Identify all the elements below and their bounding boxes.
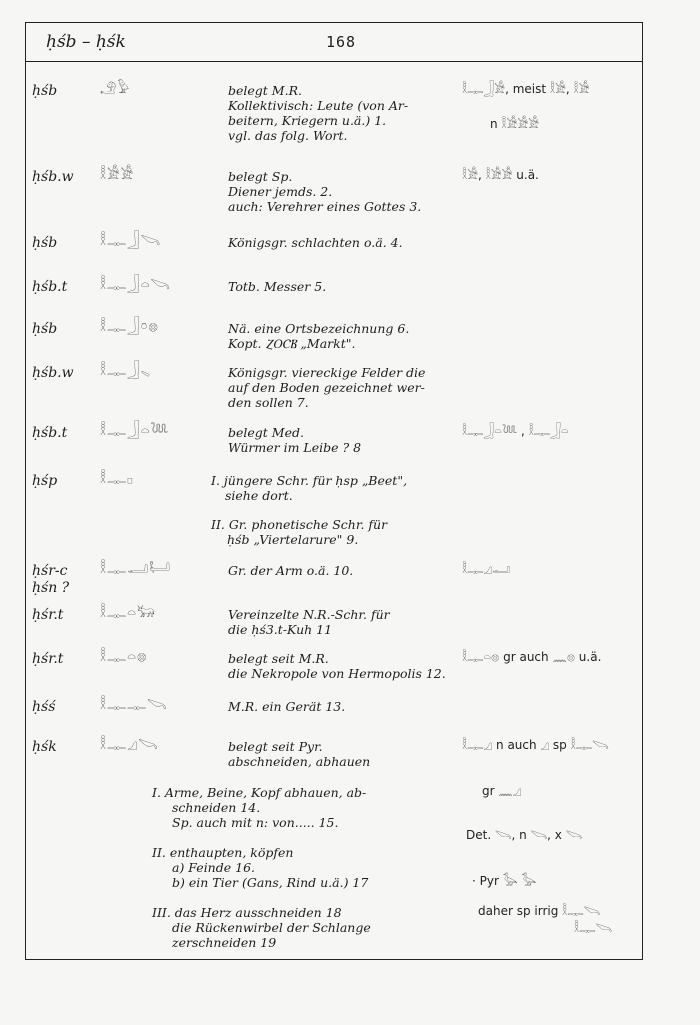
sub-sense — [152, 845, 368, 890]
definition-line: die ḥś3.t-Kuh 11 — [228, 622, 333, 637]
variant-writings — [462, 167, 642, 184]
definition-line: Würmer im Leibe ? 8 — [228, 440, 362, 455]
variant-writings — [462, 81, 642, 133]
hieroglyph-writing: 𓄂𓅱 — [100, 81, 131, 97]
definition-line: auf den Boden gezeichnet wer- — [228, 380, 425, 395]
sub-sense-line: Sp. auch mit n: von..... 15. — [172, 815, 339, 830]
definition — [228, 365, 463, 410]
variant-line: 𓎛𓊃𓃀𓀀, meist 𓎛𓀀, 𓎛𓀀 — [462, 82, 590, 96]
definition — [228, 83, 463, 143]
lemma: ḥśb.t — [32, 279, 68, 295]
definition-line: M.R. ein Gerät 13. — [228, 699, 346, 714]
sub-sense-line: zerschneiden 19 — [172, 935, 277, 950]
definition-line: Kopt. ⲌⲞⲤⲂ „Markt". — [228, 336, 356, 351]
hieroglyph-writing: 𓎛𓊃𓃀𓏏𓆙 — [100, 423, 170, 439]
hieroglyph-writing: 𓎛𓀀𓀀 — [100, 167, 135, 183]
definition-line: belegt seit Pyr. — [228, 739, 323, 754]
definition — [228, 739, 463, 769]
definition-line: belegt Sp. — [228, 169, 293, 184]
variant-note — [472, 873, 536, 890]
definition-line: auch: Verehrer eines Gottes 3. — [228, 199, 422, 214]
variant-writings — [462, 561, 642, 578]
definition-line: beitern, Kriegern u.ä.) 1. — [228, 113, 387, 128]
definition-line: Königsgr. viereckige Felder die — [228, 365, 426, 380]
definition-line: Kollektivisch: Leute (von Ar- — [228, 98, 409, 113]
variant-note — [482, 783, 521, 800]
variant-writings — [462, 649, 642, 666]
definition-line: Vereinzelte N.R.-Schr. für — [228, 607, 390, 622]
lemma: ḥśś — [32, 699, 56, 715]
hieroglyph-writing: 𓎛𓊃𓃀𓏏𓌪 — [100, 277, 171, 293]
definition-line: siehe dort. — [225, 488, 293, 503]
definition — [228, 699, 463, 714]
definition — [228, 235, 463, 250]
lemma: ḥśr.t — [32, 651, 64, 667]
sub-sense-line: a) Feinde 16. — [172, 860, 255, 875]
variant-writings — [462, 423, 642, 440]
variant-writings — [462, 737, 642, 754]
definition — [228, 279, 463, 294]
variant-line: 𓎛𓊃𓃀𓏏𓆙 , 𓎛𓊃𓃀𓏏 — [462, 424, 569, 438]
definition-line: II. Gr. phonetische Schr. für — [211, 517, 388, 532]
lemma: ḥśb — [32, 83, 58, 99]
sub-sense-line: II. enthaupten, köpfen — [152, 845, 294, 860]
lemma: ḥśb.t — [32, 425, 68, 441]
definition — [228, 563, 463, 578]
definition — [211, 473, 446, 503]
lemma: ḥśp — [32, 473, 58, 489]
page-header — [26, 23, 642, 62]
hieroglyph-writing: 𓎛𓊃𓃀𓌪 — [100, 233, 162, 249]
definition — [228, 651, 463, 681]
definition-line: Nä. eine Ortsbezeichnung 6. — [228, 321, 410, 336]
lemma-primary: ḥśr-c — [32, 563, 68, 579]
page-number: 168 — [326, 33, 357, 51]
hieroglyph-writing: 𓎛𓊃𓈎𓌪 — [100, 737, 159, 753]
definition — [211, 517, 446, 547]
definition — [228, 169, 463, 214]
sub-sense-line: b) ein Tier (Gans, Rind u.ä.) 17 — [172, 875, 369, 890]
variant-note-line: 𓎛𓊃𓌪 — [574, 921, 613, 935]
definition-line: ḥśb „Viertelarure" 9. — [227, 532, 359, 547]
lemma — [32, 563, 98, 597]
definition-line: I. jüngere Schr. für ḥsp „Beet", — [211, 473, 408, 488]
page-frame — [25, 22, 643, 960]
lemma: ḥśb.w — [32, 365, 74, 381]
variant-note-line: gr 𓈖𓈎 — [482, 784, 522, 798]
variant-line: 𓎛𓀀, 𓎛𓀀𓀀 u.ä. — [462, 168, 539, 182]
variant-note-line: daher sp irrig 𓎛𓊃𓌪 — [478, 904, 601, 918]
variant-note-line: · Pyr 𓅭 𓅭 — [472, 874, 537, 888]
definition — [228, 321, 463, 351]
variant-note — [466, 827, 582, 844]
hieroglyph-writing: 𓎛𓊃𓃀𓈅 — [100, 363, 151, 379]
variant-note-line: Det. 𓌪, n 𓌪, x 𓌪 — [466, 828, 583, 842]
definition-line: den sollen 7. — [228, 395, 309, 410]
sub-sense-line: I. Arme, Beine, Kopf abhauen, ab- — [152, 785, 367, 800]
definition — [228, 607, 463, 637]
hieroglyph-writing: 𓎛𓊃𓏏𓃒 — [100, 605, 156, 621]
hieroglyph-writing: 𓎛𓊃𓏏𓊖 — [100, 649, 148, 665]
variant-line: 𓎛𓊃𓏏𓊖 gr auch 𓈖𓊖 u.ä. — [462, 650, 602, 664]
lemma-alternate: ḥśn ? — [32, 580, 70, 596]
definition-line: belegt Med. — [228, 425, 304, 440]
sub-sense — [152, 905, 371, 950]
definition-line: belegt seit M.R. — [228, 651, 329, 666]
variant-note — [478, 903, 612, 937]
definition-line: Gr. der Arm o.ä. 10. — [228, 563, 354, 578]
definition-line: Totb. Messer 5. — [228, 279, 327, 294]
lemma: ḥśb.w — [32, 169, 74, 185]
definition-line: die Nekropole von Hermopolis 12. — [228, 666, 446, 681]
sub-sense-line: schneiden 14. — [172, 800, 261, 815]
hieroglyph-writing: 𓎛𓊃𓊪 — [100, 471, 134, 487]
sub-sense-line: III. das Herz ausschneiden 18 — [152, 905, 342, 920]
variant-line: 𓎛𓊃𓈎𓂝 — [462, 562, 511, 576]
definition-line: Diener jemds. 2. — [228, 184, 333, 199]
lemma: ḥśb — [32, 235, 58, 251]
variant-line: n 𓎛𓀀𓀀𓀀 — [490, 117, 540, 131]
definition-line: belegt M.R. — [228, 83, 302, 98]
variant-line: 𓎛𓊃𓈎 n auch 𓈎 sp 𓎛𓊃𓌪 — [462, 738, 609, 752]
hieroglyph-writing: 𓎛𓊃𓃀𓏌𓊖 — [100, 319, 159, 335]
hieroglyph-writing: 𓎛𓊃𓊃𓌪 — [100, 697, 168, 713]
hieroglyph-writing: 𓎛𓊃𓂝𓂡 — [100, 561, 172, 577]
lemma: ḥśb — [32, 321, 58, 337]
lemma: ḥśr.t — [32, 607, 64, 623]
definition-line: vgl. das folg. Wort. — [228, 128, 348, 143]
lemma: ḥśk — [32, 739, 57, 755]
definition — [228, 425, 463, 455]
sub-sense-line: die Rückenwirbel der Schlange — [172, 920, 371, 935]
header-title: ḥśb – ḥśk — [46, 32, 126, 52]
sub-sense — [152, 785, 366, 830]
definition-line: Königsgr. schlachten o.ä. 4. — [228, 235, 403, 250]
definition-line: abschneiden, abhauen — [228, 754, 371, 769]
